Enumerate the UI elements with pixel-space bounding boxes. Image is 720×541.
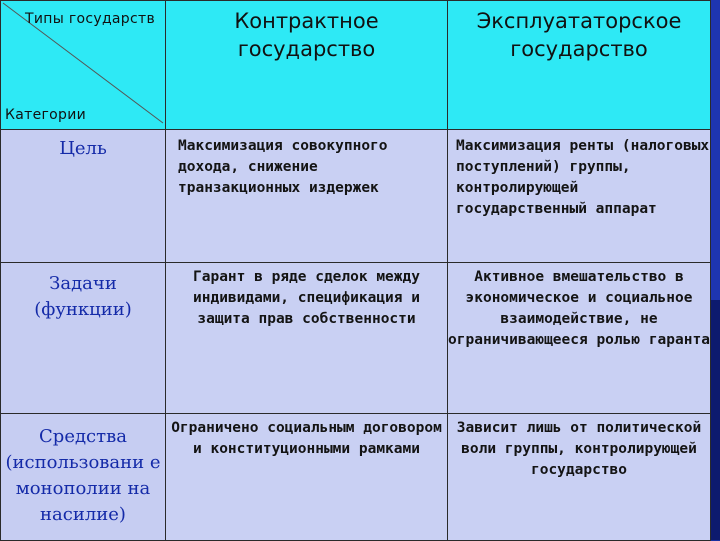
exploit-cell — [448, 130, 711, 263]
corner-cell — [1, 1, 166, 130]
category-label: Цель — [59, 138, 107, 159]
contract-text: Гарант в ряде сделок между индивидами, спецификация и защита прав собственности — [193, 269, 420, 327]
header-exploit: Эксплуататорское государство — [476, 9, 682, 61]
corner-categories-label: Категории — [5, 107, 86, 123]
corner-types-label: Типы государств — [25, 11, 155, 27]
category-label: Задачи (функции) — [34, 273, 132, 320]
header-exploit-cell — [448, 1, 711, 130]
category-cell — [1, 263, 166, 414]
category-cell — [1, 130, 166, 263]
exploit-cell — [448, 263, 711, 414]
contract-text: Ограничено социальным договором и конституционными рамками — [171, 420, 442, 457]
exploit-text: Зависит лишь от политической воли группы, контролирующей государство — [456, 420, 702, 478]
contract-cell — [166, 414, 448, 541]
exploit-cell — [448, 414, 711, 541]
header-contract-cell — [166, 1, 448, 130]
table-row — [1, 130, 711, 263]
category-label: Средства (использовани е монополии на насилие) — [5, 426, 161, 525]
contract-text: Максимизация совокупного дохода, снижение транзакционных издержек — [178, 138, 388, 196]
header-contract: Контрактное государство — [234, 9, 379, 61]
contract-cell — [166, 130, 448, 263]
header-row — [1, 1, 711, 130]
table-row — [1, 263, 711, 414]
category-cell — [1, 414, 166, 541]
contract-cell — [166, 263, 448, 414]
exploit-text: Активное вмешательство в экономическое и социальное взаимодействие, не ограничивающееся ролью гаранта — [448, 269, 710, 348]
table-row — [1, 414, 711, 541]
exploit-text: Максимизация ренты (налоговых поступлений) группы, контролирующей государственный аппарат — [456, 138, 710, 217]
